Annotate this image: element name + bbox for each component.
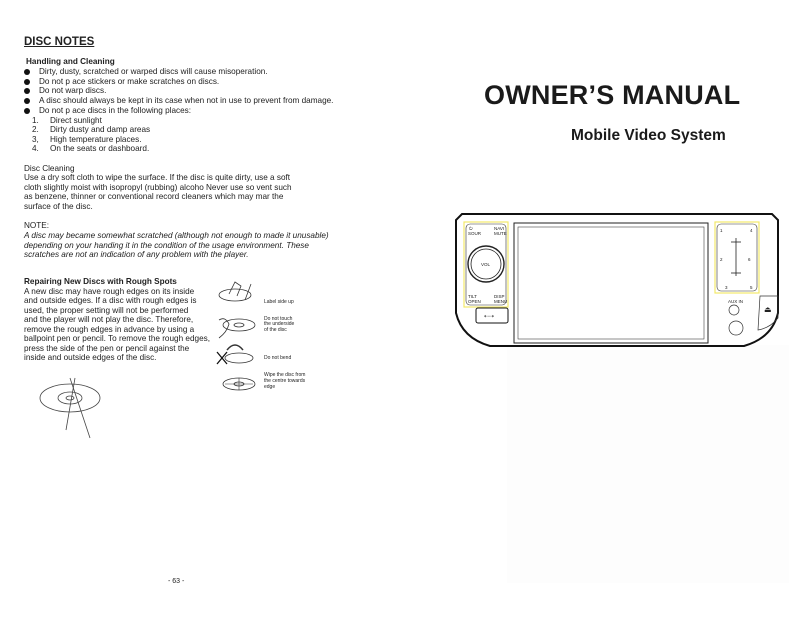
caption-wipe: edge (264, 384, 276, 390)
manual-subtitle: Mobile Video System (571, 127, 726, 144)
caption-do-not-bend: Do not bend (264, 355, 292, 361)
paragraph-line: and outside edges. If a disc with rough edges is (24, 296, 197, 305)
svg-text:AUX IN: AUX IN (728, 299, 744, 304)
bullet-icon (24, 79, 30, 85)
svg-text:⏻: ⏻ (469, 226, 473, 231)
hand-holding-disc-icon (219, 282, 251, 301)
handling-heading: Handling and Cleaning (26, 57, 115, 66)
paragraph-line: cloth slightly moist with isopropyl (rubbing) alcoho Never use so vent such (24, 183, 292, 192)
bullet-icon (24, 88, 30, 94)
paragraph-line: used, the proper setting will not be performed (24, 306, 189, 315)
page-number: - 63 - (168, 578, 185, 585)
caption-do-not-touch: Do not touch (264, 316, 293, 322)
page-background (507, 345, 789, 583)
caption-label-side-up: Label side up (264, 299, 294, 305)
svg-text:3: 3 (725, 285, 728, 290)
caption-do-not-touch: the underside (264, 321, 295, 327)
section-title: DISC NOTES (24, 36, 95, 48)
svg-text:NAVI: NAVI (494, 226, 505, 231)
bullet-item: A disc should always be kept in its case when not in use to prevent from damage. (24, 96, 333, 106)
paragraph-line: and the player will not play the disc. Therefore, (24, 315, 194, 324)
caption-wipe: the centre towards (264, 378, 306, 384)
head-unit-illustration (452, 208, 782, 348)
paragraph-line: ballpoint pen or pencil. To remove the rough edges, (24, 334, 211, 343)
bullet-item: Do not p ace stickers or make scratches on discs. (24, 77, 219, 87)
note-line: depending on your handing it in the condition of the usage environment. These (24, 241, 309, 250)
list-item: 3, High temperature places. (32, 135, 142, 144)
svg-text:OPEN: OPEN (468, 299, 481, 304)
svg-text:2: 2 (720, 257, 723, 262)
paragraph-line: press the side of the pen or pencil against the (24, 344, 190, 353)
svg-text:SOUR: SOUR (468, 231, 482, 236)
svg-text:4: 4 (750, 228, 753, 233)
paragraph-line: A new disc may have rough edges on its inside (24, 287, 195, 296)
paragraph-line: inside and outside edges of the disc. (24, 353, 157, 362)
svg-text:TILT: TILT (468, 294, 477, 299)
svg-text:⏏: ⏏ (764, 305, 772, 314)
wipe-disc-icon (223, 378, 255, 390)
caption-wipe: Wipe the disc from (264, 372, 306, 378)
do-not-bend-icon (217, 345, 253, 364)
bullet-item: Do not warp discs. (24, 86, 106, 96)
bullet-icon (24, 98, 30, 104)
disc-handling-illustrations (215, 280, 260, 400)
pen-on-disc-illustration (30, 370, 120, 440)
paragraph-line: remove the rough edges in advance by using a (24, 325, 195, 334)
caption-do-not-touch: of the disc (264, 327, 287, 333)
knob-label: VOL (481, 262, 491, 267)
paragraph-line: Use a dry soft cloth to wipe the surface. If the disc is quite dirty, use a soft (24, 173, 291, 182)
manual-title: OWNER’S MANUAL (484, 80, 741, 110)
bullet-icon (24, 69, 30, 75)
svg-text:5: 5 (750, 285, 753, 290)
svg-text:MENU: MENU (494, 299, 508, 304)
paragraph-line: surface of the disc. (24, 202, 93, 211)
bullet-icon (24, 108, 30, 114)
list-item: 4. On the seats or dashboard. (32, 144, 150, 153)
svg-text:DISP: DISP (494, 294, 505, 299)
hand-touching-disc-icon (219, 319, 255, 338)
bullet-item: Do not p ace discs in the following places: (24, 106, 191, 116)
note-heading: NOTE: (24, 221, 50, 230)
paragraph-line: as benzene, thinner or conventional record cleaners which may mar the (24, 192, 284, 201)
svg-text:6: 6 (748, 257, 751, 262)
list-item: 2. Dirty dusty and damp areas (32, 125, 151, 134)
svg-text:MUTE: MUTE (494, 231, 507, 236)
note-line: scratches are not an indication of any problem with the player. (24, 250, 249, 259)
svg-text:1: 1 (720, 228, 723, 233)
svg-text:⇠⇢: ⇠⇢ (484, 314, 495, 320)
list-item: 1. Direct sunlight (32, 116, 102, 125)
cleaning-heading: Disc Cleaning (24, 164, 75, 173)
bullet-item: Dirty, dusty, scratched or warped discs will cause misoperation. (24, 67, 268, 77)
repair-heading: Repairing New Discs with Rough Spots (24, 277, 177, 286)
note-line: A disc may became somewhat scratched (although not enough to made it unusable) (24, 231, 329, 240)
